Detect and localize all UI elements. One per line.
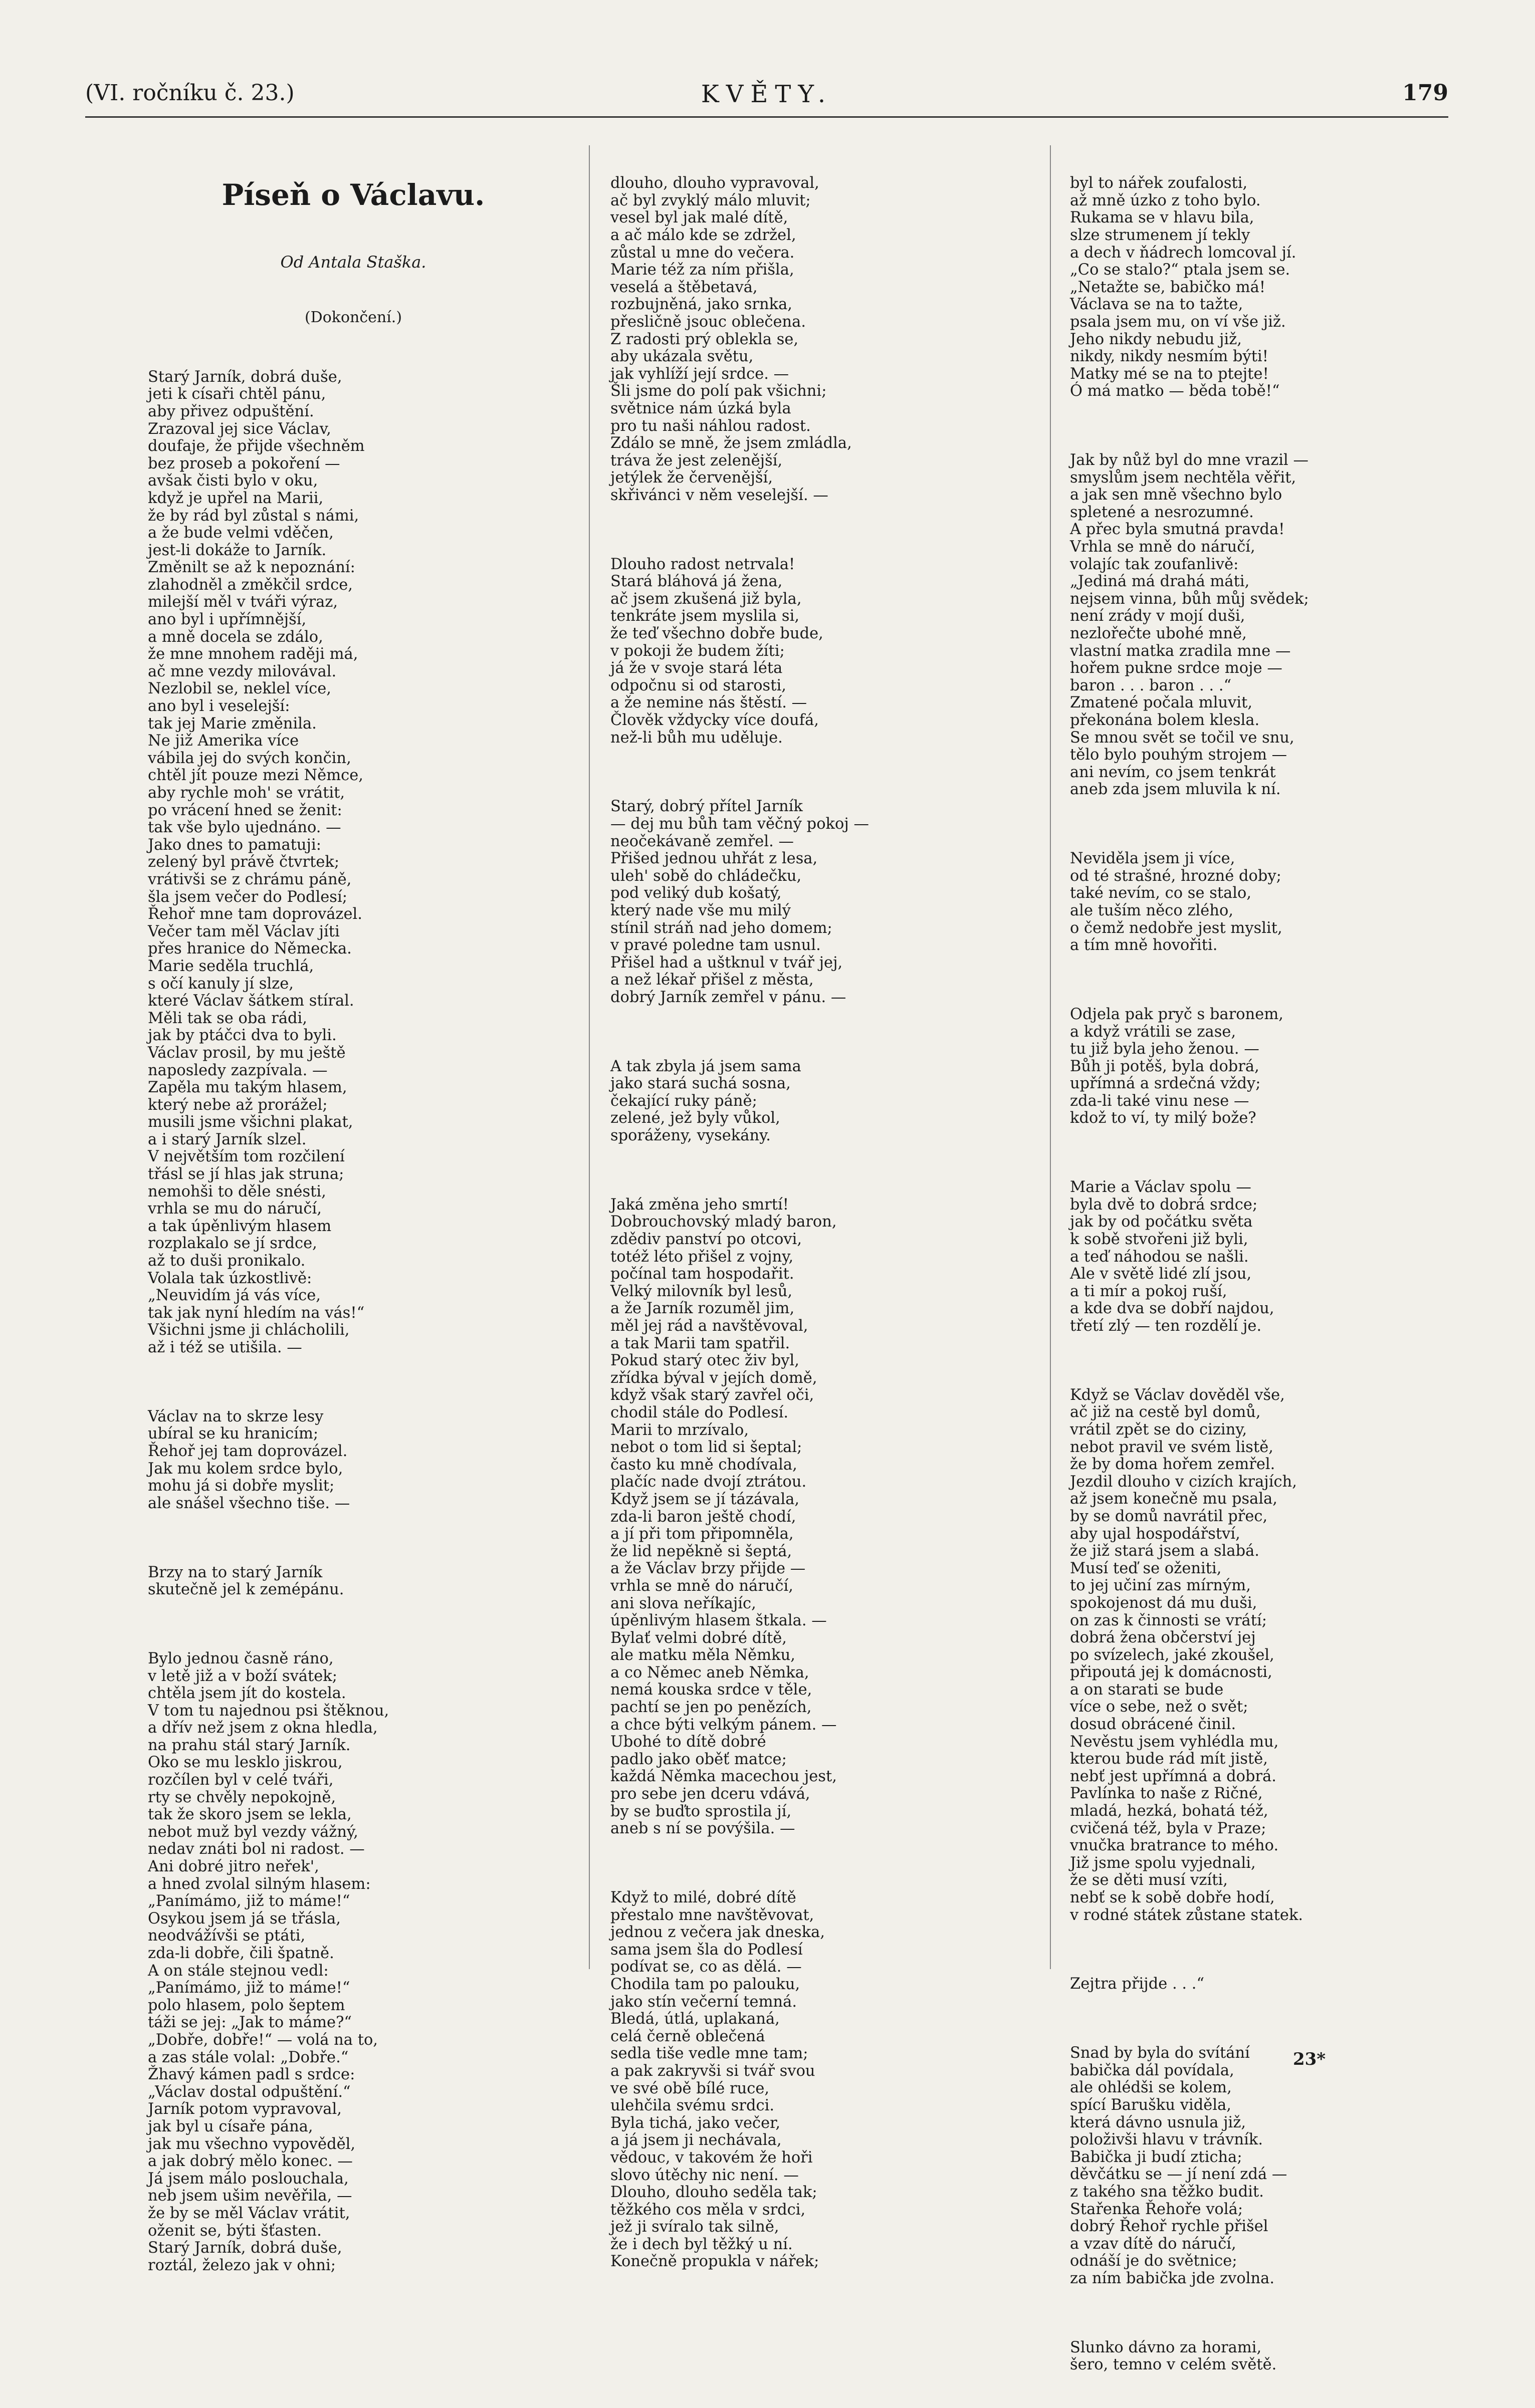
stanza: Slunko dávno za horami, šero, temno v celém světě. xyxy=(1070,2338,1277,2374)
stanza: Bylo jednou časně ráno, v letě již a v boží svátek; chtěla jsem jít do kostela. V tom tu najednou psi štěknou, a dřív než jsem z okna hledla, na prahu stál starý Jarník. Oko se mu lesklo jiskrou, rozčílen byl v celé tváři, rty se chvěly nepokojně, tak že skoro jsem se lekla, nebot muž byl vezdy vážný, nedav znáti bol ni radost. — Ani dobré jitro neřek', a hned zvolal silným hlasem: „Panímámo, již to máme!“ Osykou jsem já se třásla, neodvážívši se ptáti, zda-li dobře, čili špatně. A on stále stejnou vedl: „Panímámo, již to máme!“ polo hlasem, polo šeptem táži se jej: „Jak to máme?“ „Dobře, dobře!“ — volá na to, a zas stále volal: „Dobře.“ Žhavý kámen padl s srdce: „Václav dostal odpuštění.“ Jarník potom vypravoval, jak byl u císaře pána, jak mu všechno vypověděl, a jak dobrý mělo konec. — Já jsem málo poslouchala, neb jsem ušim nevěřila, — že by se měl Václav vrátit, oženit se, býti šťasten. Starý Jarník, dobrá duše, roztál, železo jak v ohni; xyxy=(148,1649,389,2274)
column-1 xyxy=(148,140,559,2309)
stanza: Jaká změna jeho smrtí! Dobrouchovský mladý baron, zdědiv panství po otcovi, totéž léto přišel z vojny, počínal tam hospodařit. Velký milovník byl lesů, a že Jarník rozuměl jim, měl jej rád a navštěvoval, a tak Marii tam spatřil. Pokud starý otec živ byl, zřídka býval v jejích domě, když však starý zavřel oči, chodil stále do Podlesí. Marii to mrzívalo, nebot o tom lid si šeptal; často ku mně chodívala, plačíc nade dvojí ztrátou. Když jsem se jí tázávala, zda-li baron ještě chodí, a jí při tom připomněla, že lid nepěkně si šeptá, a že Václav brzy přijde — vrhla se mně do náručí, ani slova neříkajíc, úpěnlivým hlasem štkala. — Bylať velmi dobré dítě, ale matku měla Němku, a co Němec aneb Němka, nemá kouska srdce v těle, pachtí se jen po penězích, a chce býti velkým pánem. — Ubohé to dítě dobré padlo jako oběť matce; každá Němka macechou jest, pro sebe jen dceru vdává, by se buďto sprostila jí, aneb s ní se povýšila. — xyxy=(610,1195,837,1838)
stanza: Starý, dobrý přítel Jarník — dej mu bůh tam věčný pokoj — neočekávaně zemřel. — Přišed jednou uhřát z lesa, uleh' sobě do chládečku, pod veliký dub košatý, který nade vše mu milý stínil stráň nad jeho domem; v pravé poledne tam usnul. Přišel had a uštknul v tvář jej, a než lékař přišel z města, dobrý Jarník zemřel v pánu. — xyxy=(610,798,869,1006)
stanza: dlouho, dlouho vypravoval, ač byl zvyklý málo mluvit; vesel byl jak malé dítě, a ač málo kde se zdržel, zůstal u mne do večera. Marie též za ním přišla, veselá a štěbetavá, rozbujněná, jako srnka, přesličně jsouc oblečena. Z radosti prý oblekla se, aby ukázala světu, jak vyhlíží její srdce. — Šli jsme do polí pak všichni; světnice nám úzká byla pro tu naši náhlou radost. Zdálo se mně, že jsem zmládla, tráva že jest zelenější, jetýlek že červenější, skřivánci v něm veselejší. — xyxy=(610,174,852,504)
stanza: Odjela pak pryč s baronem, a když vrátili se zase, tu již byla jeho ženou. — Bůh ji potěš, byla dobrá, upřímná a srdečná vždy; zda-li také vinu nese — kdož to ví, ty milý bože? xyxy=(1070,1005,1283,1127)
stanza: Starý Jarník, dobrá duše, jeti k císaři chtěl pánu, aby přivez odpuštění. Zrazoval jej sice Václav, doufaje, že přijde všechněm bez proseb a pokoření — avšak čisti bylo v oku, když je upřel na Marii, že by rád byl zůstal s námi, a že bude velmi vděčen, jest-li dokáže to Jarník. Změnilt se až k nepoznání: zlahodněl a změkčil srdce, milejší měl v tváři výraz, ano byl i upřímnější, a mně docela se zdálo, že mne mnohem raději má, ač mne vezdy milovával. Nezlobil se, neklel více, ano byl i veselejší: tak jej Marie změnila. Ne již Amerika více vábila jej do svých končin, chtěl jít pouze mezi Němce, aby rychle moh' se vrátit, po vrácení hned se ženit: tak vše bylo ujednáno. — Jako dnes to pamatuji: zelený byl právě čtvrtek; vrátivši se z chrámu páně, šla jsem večer do Podlesí; Řehoř mne tam doprovázel. Večer tam měl Václav jíti přes hranice do Německa. Marie seděla truchlá, s očí kanuly jí slze, které Václav šátkem stíral. Měli tak se oba rádi, jak by ptáčci dva to byli. Václav prosil, by mu ještě naposledy zazpívala. — Zapěla mu takým hlasem, který nebe až prorážel; musili jsme všichni plakat, a i starý Jarník slzel. V největším tom rozčilení třásl se jí hlas jak struna; nemohši to děle snésti, vrhla se mu do náručí, a tak úpěnlivým hlasem rozplakalo se jí srdce, až to duši pronikalo. Volala tak úzkostlivě: „Neuvidím já vás více, tak jak nyní hledím na vás!“ Všichni jsme ji chlácholili, až i též se utišila. — xyxy=(148,368,365,1356)
stanza: Když to milé, dobré dítě přestalo mne navštěvovat, jednou z večera jak dneska, sama jsem šla do Podlesí podívat se, co as dělá. — Chodila tam po palouku, jako stín večerní temná. Bledá, útlá, uplakaná, celá černě oblečená sedla tiše vedle mne tam; a pak zakryvši si tvář svou ve své obě bílé ruce, ulehčila svému srdci. Byla tichá, jako večer, a já jsem ji nechávala, vědouc, v takovém že hoři slovo útěchy nic není. — Dlouho, dlouho seděla tak; těžkého cos měla v srdci, jež ji svíralo tak silně, že i dech byl těžký u ní. Konečně propukla v nářek; xyxy=(610,1889,825,2271)
stanza: byl to nářek zoufalosti, až mně úzko z toho bylo. Rukama se v hlavu bila, slze strumenem jí tekly a dech v ňádrech lomcoval jí. „Co se stalo?“ ptala jsem se. „Netažte se, babičko má! Václava se na to tažte, psala jsem mu, on ví vše již. Jeho nikdy nebudu již, nikdy, nikdy nesmím býti! Matky mé se na to ptejte! Ó má matko — běda tobě!“ xyxy=(1070,174,1296,400)
article-title: Píseň o Václavu. xyxy=(222,178,485,212)
stanza: Zejtra přijde . . .“ xyxy=(1070,1975,1205,1993)
column-divider xyxy=(1050,145,1051,1969)
stanza: Snad by byla do svítání babička dál povídala, ale ohlédši se kolem, spící Barušku viděla, která dávno usnula již, položivši hlavu v trávník. Babička ji budí zticha; děvčátku se — jí není zdá — z takého sna těžko budit. Stařenka Řehoře volá; dobrý Řehoř rychle přišel a vzav dítě do náručí, odnáší je do světnice; za ním babička jde zvolna. xyxy=(1070,2044,1287,2287)
stanza: Jak by nůž byl do mne vrazil — smyslům jsem nechtěla věřit, a jak sen mně všechno bylo spletené a nesrozumné. A přec byla smutná pravda! Vrhla se mně do náručí, volajíc tak zoufanlivě: „Jediná má drahá máti, nejsem vinna, bůh můj svědek; není zrády v mojí duši, nezlořečte ubohé mně, vlastní matka zradila mne — hořem pukne srdce moje — baron . . . baron . . .“ Zmatené počala mluvit, překonána bolem klesla. Se mnou svět se točil ve snu, tělo bylo pouhým strojem — ani nevím, co jsem tenkrát aneb zda jsem mluvila k ní. xyxy=(1070,451,1309,799)
stanza: A tak zbyla já jsem sama jako stará suchá sosna, čekající ruky páně; zelené, jež byly vůkol, sporáženy, vysekány. xyxy=(610,1057,801,1145)
header-rule xyxy=(85,116,1448,118)
page-number: 179 xyxy=(1402,80,1448,106)
article-author: Od Antala Staška. xyxy=(280,253,426,272)
stanza: Václav na to skrze lesy ubíral se ku hranicím; Řehoř jej tam doprovázel. Jak mu kolem srdce bylo, mohu já si dobře myslit; ale snášel všechno tiše. — xyxy=(148,1407,350,1512)
stanza: Dlouho radost netrvala! Stará bláhová já žena, ač jsem zkušená již byla, tenkráte jsem myslila si, že teď všechno dobře bude, v pokoji že budem žíti; já že v svoje stará léta odpočnu si od starosti, a že nemine nás štěstí. — Člověk vždycky více doufá, než-li bůh mu uděluje. xyxy=(610,555,823,747)
column-divider xyxy=(589,145,590,1969)
article-conclusion-note: (Dokončení.) xyxy=(304,308,402,326)
signature-mark: 23* xyxy=(1293,2049,1326,2069)
issue-label: (VI. ročníku č. 23.) xyxy=(85,80,295,106)
stanza: Marie a Václav spolu — byla dvě to dobrá srdce; jak by od počátku světa k sobě stvořeni již byli, a teď náhodou se našli. Ale v světě lidé zlí jsou, a ti mír a pokoj ruší, a kde dva se dobří najdou, třetí zlý — ten rozdělí je. xyxy=(1070,1178,1274,1335)
stanza: Neviděla jsem ji více, od té strašné, hrozné doby; také nevím, co se stalo, ale tuším něco zlého, o čemž nedobře jest myslit, a tím mně hovořiti. xyxy=(1070,850,1282,954)
stanza: Brzy na to starý Jarník skutečně jel k zemépánu. xyxy=(148,1563,344,1599)
stanza: Když se Václav dověděl vše, ač již na cestě byl domů, vrátil zpět se do ciziny, nebot pravil ve svém listě, že by doma hořem zemřel. Jezdil dlouho v cizích krajích, až jsem konečně mu psala, by se domů navrátil přec, aby ujal hospodářství, že již stará jsem a slabá. Musí teď se oženiti, to jej učiní zas mírným, spokojenost dá mu duši, on zas k činnosti se vrátí; dobrá žena občerství jej po svízelech, jaké zkoušel, připoutá jej k domácnosti, a on starati se bude více o sebe, než o svět; dosud obrácené činil. Nevěstu jsem vyhlédla mu, kterou bude rád mít jistě, nebť jest upřímná a dobrá. Pavlínka to naše z Ričné, mladá, hezká, bohatá též, cvičená též, byla v Praze; vnučka bratrance to mého. Již jsme spolu vyjednali, že se děti musí vzíti, nebť se k sobě dobře hodí, v rodné státek zůstane statek. xyxy=(1070,1386,1303,1924)
journal-title: KVĚTY. xyxy=(701,80,833,108)
column-3 xyxy=(1070,140,1481,2408)
page-header xyxy=(85,80,1448,115)
column-2 xyxy=(610,140,1021,2305)
